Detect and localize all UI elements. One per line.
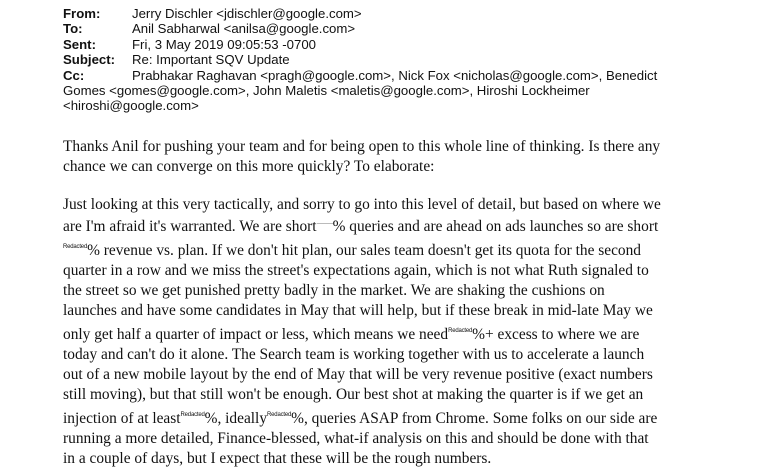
cc-value-line1: Prabhakar Raghavan <pragh@google.com>, Nick Fox <nicholas@google.com>, Benedict xyxy=(132,67,658,83)
cc-label: Cc: xyxy=(63,67,85,83)
body-paragraph-1 xyxy=(63,137,753,177)
from-row xyxy=(63,6,743,21)
text-line: Just looking at this very tactically, and sorry to go into this level of detail, but based on where we xyxy=(63,196,661,213)
text-line: quarter in a row and we miss the street's expectations again, which is not what Ruth signaled to xyxy=(63,262,649,279)
text-line xyxy=(63,321,753,345)
text-line: today and can't do it alone. The Search team is working together with us to accelerate a launch xyxy=(63,346,645,363)
from-label: From: xyxy=(63,6,101,21)
text-line: in a couple of days, but I expect that these will be the rough numbers. xyxy=(63,450,492,467)
text-segment: %, queries ASAP from Chrome. Some folks on our side are xyxy=(291,410,658,427)
text-line: out of a new mobile layout by the end of May that will be very revenue positive (exact numbers xyxy=(63,366,653,383)
to-label: To: xyxy=(63,21,83,37)
from-value: Jerry Dischler <jdischler@google.com> xyxy=(132,6,362,21)
email-body xyxy=(63,137,753,469)
text-segment: only get half a quarter of impact or less, which means we need xyxy=(63,326,449,343)
redacted-label: Redacted xyxy=(63,244,88,250)
text-line: chance we can converge on this more quickly? To elaborate: xyxy=(63,158,435,175)
text-segment: injection of at least xyxy=(63,410,181,427)
text-segment: are I'm afraid it's warranted. We are short xyxy=(63,218,317,235)
cc-value-line2: Gomes <gomes@google.com>, John Maletis <maletis@google.com>, Hiroshi Lockheimer xyxy=(63,83,590,99)
subject-row xyxy=(63,52,743,67)
text-line: Thanks Anil for pushing your team and for being open to this whole line of thinking. Is there any xyxy=(63,138,661,155)
subject-value: Re: Important SQV Update xyxy=(132,52,290,68)
to-row xyxy=(63,21,743,36)
text-line xyxy=(63,215,753,237)
cc-row xyxy=(63,68,743,83)
to-value: Anil Sabharwal <anilsa@google.com> xyxy=(132,21,356,37)
text-line xyxy=(63,405,753,429)
cc-value-line3: <hiroshi@google.com> xyxy=(63,98,199,114)
text-segment: %+ excess to where we are xyxy=(472,326,640,343)
text-segment: %, ideally xyxy=(204,410,268,427)
text-line xyxy=(63,237,753,261)
sent-value: Fri, 3 May 2019 09:05:53 -0700 xyxy=(132,36,317,52)
text-line: still moving), but that still won't be enough. Our best shot at making the quarter is if we get an xyxy=(63,386,644,403)
sent-row xyxy=(63,37,743,52)
redacted-label: Redacted xyxy=(180,412,205,418)
subject-label: Subject: xyxy=(63,52,116,68)
redaction-mark xyxy=(317,215,333,224)
body-paragraph-2 xyxy=(63,195,753,469)
text-line: the street so we get punished pretty badly in the market. We are shaking the cushions on xyxy=(63,282,605,299)
text-line: running a more detailed, Finance-blessed, what-if analysis on this and should be done with that xyxy=(63,430,649,447)
redacted-label: Redacted xyxy=(448,328,473,334)
sent-label: Sent: xyxy=(63,36,96,52)
text-segment: % revenue vs. plan. If we don't hit plan, our sales team doesn't get its quota for the second xyxy=(87,242,641,259)
text-line: launches and have some candidates in May that will help, but if these break in mid-late May we xyxy=(63,302,653,319)
text-segment: % queries and are ahead on ads launches so are short xyxy=(332,218,659,235)
email-header xyxy=(63,6,743,114)
redacted-label: Redacted xyxy=(267,412,292,418)
